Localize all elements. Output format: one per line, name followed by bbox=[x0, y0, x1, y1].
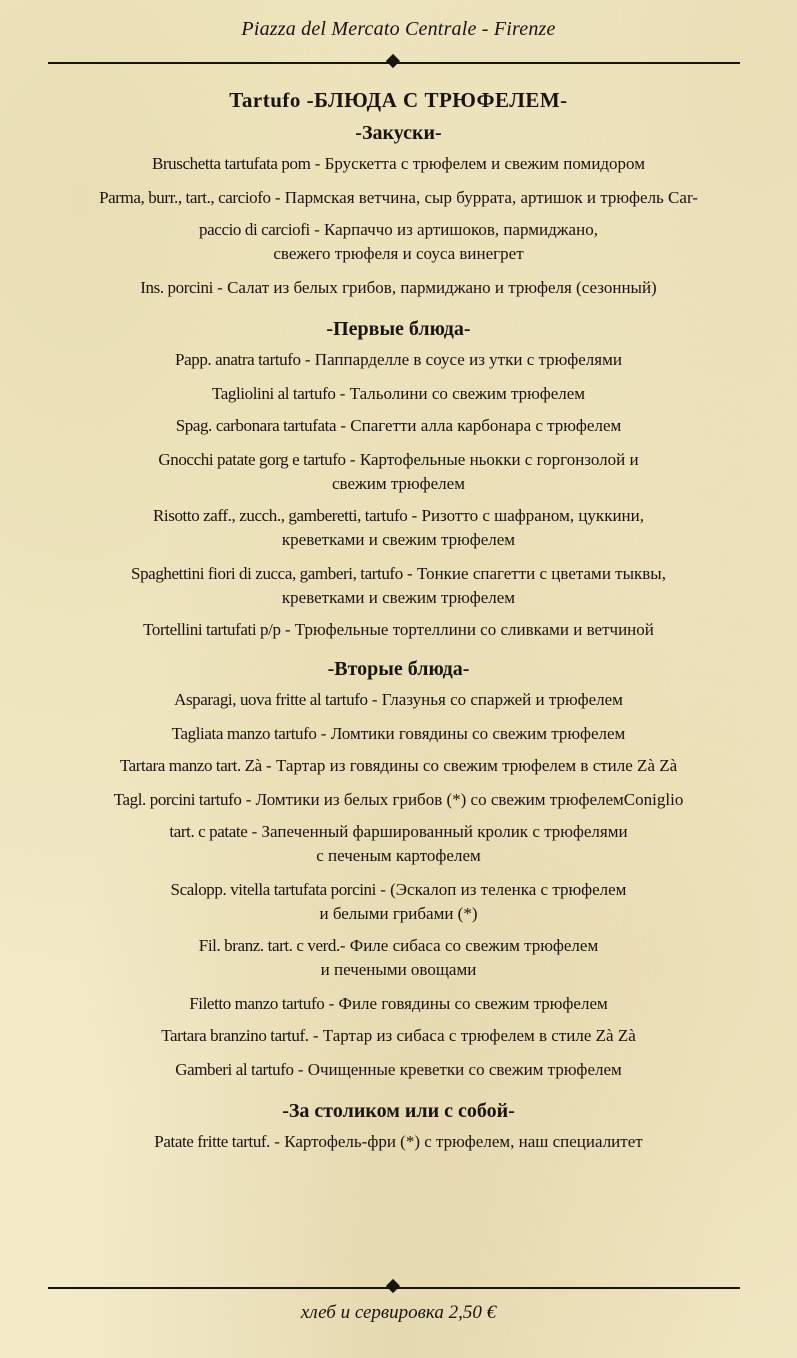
item-italian-name: Spaghettini fiori di zucca, gamberi, tartufo bbox=[131, 564, 403, 583]
item-separator: - bbox=[270, 188, 285, 207]
menu-item bbox=[20, 1024, 777, 1048]
item-italian-name: Tortellini tartufati p/p bbox=[143, 620, 281, 639]
menu-item bbox=[20, 276, 777, 300]
item-separator: - bbox=[280, 620, 295, 639]
item-russian-description-cont: с печеным картофелем bbox=[316, 846, 481, 865]
item-russian-description: Картофельные ньокки с горгонзолой и bbox=[359, 450, 639, 469]
menu-item bbox=[20, 1130, 777, 1154]
menu-item bbox=[20, 186, 777, 210]
item-russian-description: Картофель-фри (*) с трюфелем, наш специалитет bbox=[284, 1132, 643, 1151]
item-russian-description-cont: свежим трюфелем bbox=[332, 474, 465, 493]
item-italian-name: Spag. carbonara tartufata bbox=[175, 416, 337, 435]
item-separator: - bbox=[375, 880, 391, 899]
item-separator: - bbox=[270, 1132, 285, 1151]
item-italian-name: Risotto zaff., zucch., gamberetti, tartufo bbox=[152, 506, 408, 525]
item-russian-description: Филе сибаса со свежим трюфелем bbox=[349, 936, 599, 955]
item-russian-description: Ломтики из белых грибов (*) со свежим трюфелемConiglio bbox=[255, 790, 684, 809]
menu-content bbox=[20, 86, 777, 1154]
item-russian-description-cont: креветками и свежим трюфелем bbox=[281, 588, 516, 607]
item-italian-name: Asparagi, uova fritte al tartufo bbox=[174, 690, 368, 709]
item-italian-name: tart. c patate bbox=[169, 822, 248, 841]
item-russian-description-cont: креветками и свежим трюфелем bbox=[281, 530, 516, 549]
menu-item bbox=[20, 722, 777, 746]
menu-item bbox=[20, 448, 777, 496]
item-russian-description: Ломтики говядины со свежим трюфелем bbox=[330, 724, 626, 743]
item-russian-description: Салат из белых грибов, пармиджано и трюфеля (сезонный) bbox=[227, 278, 657, 297]
menu-section bbox=[20, 656, 777, 1082]
item-russian-description: Запеченный фаршированный кролик с трюфелями bbox=[261, 822, 628, 841]
item-separator: - bbox=[293, 1060, 308, 1079]
item-russian-description-cont: и печеными овощами bbox=[320, 960, 477, 979]
top-divider bbox=[48, 62, 740, 64]
item-russian-description: Тартар из говядины со свежим трюфелем в стиле Zà Zà bbox=[275, 756, 678, 775]
item-italian-name: Scalopp. vitella tartufata porcini bbox=[170, 880, 376, 899]
menu-item bbox=[20, 1058, 777, 1082]
menu-item bbox=[20, 218, 777, 266]
menu-section bbox=[20, 120, 777, 300]
item-separator: - bbox=[241, 790, 256, 809]
item-russian-description: Глазунья со спаржей и трюфелем bbox=[381, 690, 623, 709]
menu-item bbox=[20, 382, 777, 406]
item-separator: - bbox=[309, 220, 325, 239]
item-separator: - bbox=[335, 384, 350, 403]
menu-item bbox=[20, 878, 777, 926]
item-russian-description: Трюфельные тортеллини со сливками и ветчиной bbox=[294, 620, 654, 639]
item-italian-name: paccio di carciofi bbox=[199, 220, 310, 239]
item-italian-name: Papp. anatra tartufo bbox=[175, 350, 301, 369]
menu-title: Tartufo -БЛЮДА С ТРЮФЕЛЕМ- bbox=[229, 88, 568, 112]
item-italian-name: Gnocchi patate gorg e tartufo bbox=[158, 450, 346, 469]
item-separator: - bbox=[247, 822, 262, 841]
divider-diamond-icon bbox=[386, 54, 400, 68]
section-title: -За столиком или с собой- bbox=[282, 1100, 515, 1122]
section-title: -Вторые блюда- bbox=[327, 658, 470, 680]
item-separator: - bbox=[339, 936, 350, 955]
item-italian-name: Ins. porcini bbox=[140, 278, 213, 297]
item-russian-description: Тартар из сибаса с трюфелем в стиле Zà Zà bbox=[322, 1026, 636, 1045]
item-separator: - bbox=[324, 994, 339, 1013]
menu-item bbox=[20, 934, 777, 982]
menu-item bbox=[20, 504, 777, 552]
menu-sections bbox=[20, 120, 777, 1154]
divider-diamond-icon bbox=[386, 1279, 400, 1293]
section-title: -Первые блюда- bbox=[326, 318, 471, 340]
menu-item bbox=[20, 562, 777, 610]
item-separator: - bbox=[402, 564, 417, 583]
item-italian-name: Bruschetta tartufata pom bbox=[151, 154, 311, 173]
item-italian-name: Tartara branzino tartuf. bbox=[161, 1026, 309, 1045]
footer-note: хлеб и сервировка 2,50 € bbox=[300, 1302, 497, 1323]
item-italian-name: Filetto manzo tartufo bbox=[189, 994, 325, 1013]
item-separator: - bbox=[316, 724, 331, 743]
item-russian-description: Тальолини со свежим трюфелем bbox=[349, 384, 586, 403]
item-separator: - bbox=[345, 450, 360, 469]
item-italian-name: Gamberi al tartufo bbox=[175, 1060, 294, 1079]
item-russian-description: Брускетта с трюфелем и свежим помидором bbox=[324, 154, 645, 173]
item-russian-description: Тонкие спагетти с цветами тыквы, bbox=[416, 564, 666, 583]
item-italian-name: Tagliolini al tartufo bbox=[211, 384, 336, 403]
item-separator: - bbox=[261, 756, 276, 775]
item-separator: - bbox=[212, 278, 228, 297]
item-separator: - bbox=[300, 350, 315, 369]
menu-item bbox=[20, 992, 777, 1016]
item-separator: - bbox=[367, 690, 382, 709]
item-separator: - bbox=[336, 416, 351, 435]
menu-item bbox=[20, 152, 777, 176]
header-location: Piazza del Mercato Centrale - Firenze bbox=[241, 18, 556, 40]
item-russian-description: Паппарделле в соусе из утки с трюфелями bbox=[314, 350, 622, 369]
menu-section bbox=[20, 316, 777, 642]
menu-item bbox=[20, 754, 777, 778]
item-russian-description: Ризотто с шафраном, цуккини, bbox=[421, 506, 644, 525]
item-separator: - bbox=[407, 506, 422, 525]
menu-item bbox=[20, 618, 777, 642]
menu-item bbox=[20, 788, 777, 812]
item-russian-description-cont: и белыми грибами (*) bbox=[319, 904, 478, 923]
menu-item bbox=[20, 348, 777, 372]
item-italian-name: Fil. branz. tart. c verd. bbox=[198, 936, 340, 955]
item-separator: - bbox=[310, 154, 325, 173]
menu-item bbox=[20, 688, 777, 712]
item-italian-name: Tagl. porcini tartufo bbox=[113, 790, 242, 809]
item-separator: - bbox=[308, 1026, 323, 1045]
section-title: -Закуски- bbox=[355, 122, 442, 144]
item-italian-name: Tartara manzo tart. Zà bbox=[119, 756, 262, 775]
item-russian-description: Спагетти алла карбонара с трюфелем bbox=[350, 416, 622, 435]
item-russian-description: Филе говядины со свежим трюфелем bbox=[338, 994, 608, 1013]
item-italian-name: Tagliata manzo tartufo bbox=[171, 724, 317, 743]
item-russian-description: Пармская ветчина, сыр буррата, артишок и трюфель Car- bbox=[284, 188, 698, 207]
bottom-divider bbox=[48, 1287, 740, 1289]
menu-item bbox=[20, 414, 777, 438]
menu-section bbox=[20, 1098, 777, 1154]
item-russian-description: (Эскалоп из теленка с трюфелем bbox=[390, 880, 627, 899]
item-italian-name: Patate fritte tartuf. bbox=[154, 1132, 271, 1151]
menu-item bbox=[20, 820, 777, 868]
item-russian-description: Очищенные креветки со свежим трюфелем bbox=[307, 1060, 622, 1079]
item-italian-name: Parma, burr., tart., carciofo bbox=[99, 188, 271, 207]
item-russian-description: Карпаччо из артишоков, пармиджано, bbox=[324, 220, 598, 239]
item-russian-description-cont: свежего трюфеля и соуса винегрет bbox=[273, 244, 524, 263]
